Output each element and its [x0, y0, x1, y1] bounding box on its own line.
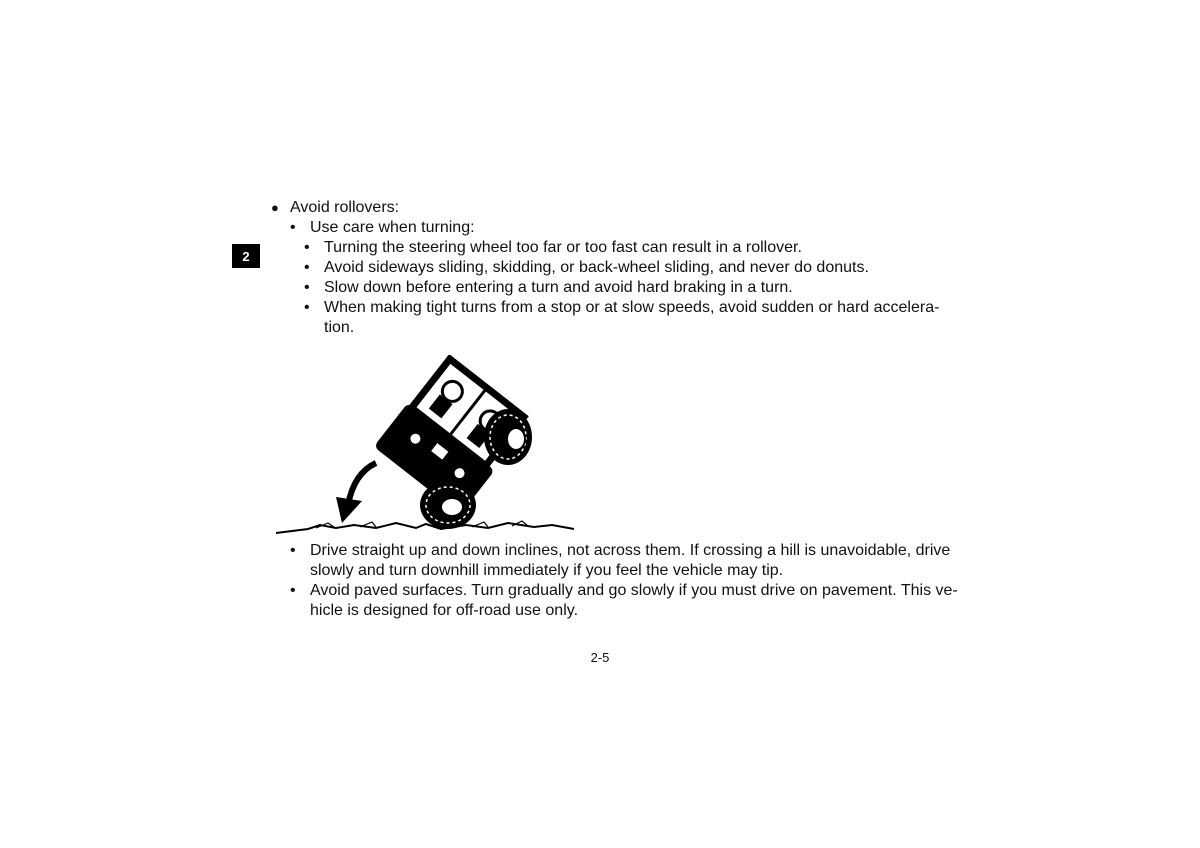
list-item-continuation: hicle is designed for off-road use only.	[310, 602, 579, 619]
bullet-symbol: ●	[271, 200, 279, 215]
list-item: When making tight turns from a stop or at slow speeds, avoid sudden or hard accelera-	[324, 299, 940, 316]
rollover-illustration	[276, 355, 576, 540]
list-item: Turning the steering wheel too far or too fast can result in a rollover.	[324, 239, 802, 256]
list-item: Avoid sideways sliding, skidding, or back-wheel sliding, and never do donuts.	[324, 259, 869, 276]
list-item-continuation: slowly and turn downhill immediately if you feel the vehicle may tip.	[310, 562, 784, 579]
bullet-symbol: •	[290, 582, 296, 599]
bullet-symbol: •	[304, 299, 310, 316]
bullet-symbol: •	[304, 239, 310, 256]
list-item: Avoid paved surfaces. Turn gradually and go slowly if you must drive on pavement. This ve-	[310, 582, 958, 599]
list-item: Slow down before entering a turn and avoid hard braking in a turn.	[324, 279, 793, 296]
main-bullet-text: Avoid rollovers:	[290, 199, 400, 216]
bullet-symbol: •	[290, 219, 296, 236]
list-item: Drive straight up and down inclines, not across them. If crossing a hill is unavoidable, drive	[310, 542, 951, 559]
sub-bullet-text: Use care when turning:	[310, 219, 475, 236]
chapter-tab: 2	[232, 244, 260, 268]
bullet-symbol: •	[304, 259, 310, 276]
upper-wheel	[484, 409, 532, 465]
list-item-continuation: tion.	[324, 319, 355, 336]
bullet-symbol: •	[304, 279, 310, 296]
bullet-symbol: •	[290, 542, 296, 559]
page-number: 2-5	[590, 650, 610, 665]
lower-wheel	[420, 481, 476, 529]
